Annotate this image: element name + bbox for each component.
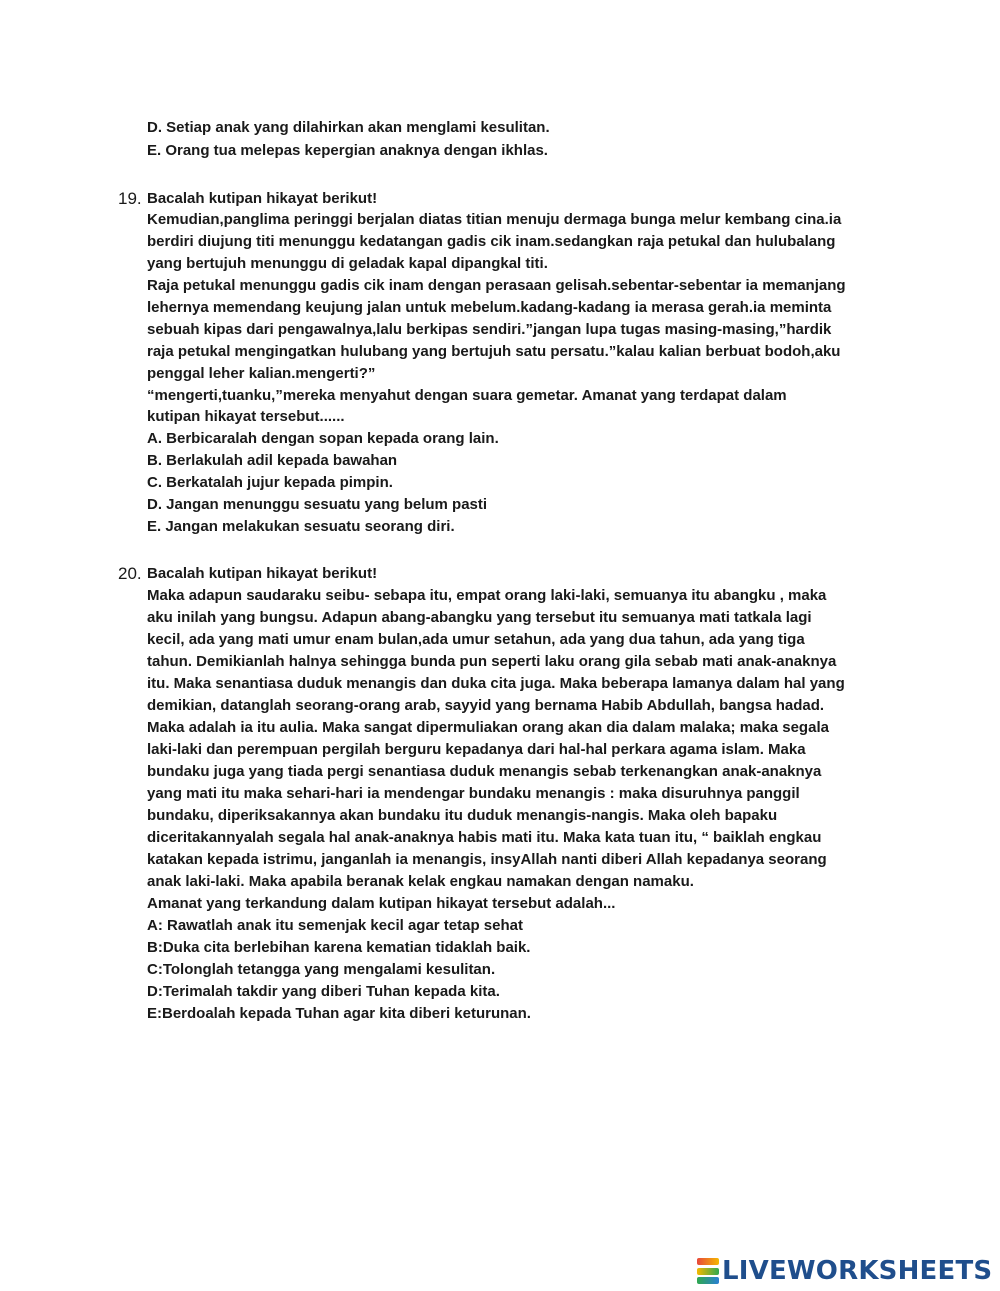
question-20-text-line: Maka adapun saudaraku seibu- sebapa itu, empat orang laki-laki, semuanya itu abangku , maka [147, 587, 827, 604]
question-19-text-line: yang bertujuh menunggu di geladak kapal dipangkal titi. [147, 255, 548, 272]
question-20-number: 20. [118, 564, 142, 583]
question-20-text-line: bundaku juga yang tiada pergi senantiasa duduk menangis sebab terkenangkan anak-anaknya [147, 763, 822, 780]
question-19-text-line: penggal leher kalian.mengerti?” [147, 365, 376, 382]
logo-icon [697, 1258, 719, 1284]
question-20-option-d: D:Terimalah takdir yang diberi Tuhan kepada kita. [147, 983, 500, 1000]
question-20-instruction: Bacalah kutipan hikayat berikut! [147, 565, 378, 582]
question-20-text-line: Maka adalah ia itu aulia. Maka sangat dipermuliakan orang akan dia dalam malaka; maka segala [147, 719, 829, 736]
question-19-text-line: sebuah kipas dari pengawalnya,lalu berkipas sendiri.”jangan lupa tugas masing-masing,”hardik [147, 321, 832, 338]
question-20-prompt: Amanat yang terkandung dalam kutipan hikayat tersebut adalah... [147, 895, 616, 912]
question-20-text-line: anak laki-laki. Maka apabila beranak kelak engkau namakan dengan namaku. [147, 873, 694, 890]
question-19-text-line: Kemudian,panglima peringgi berjalan diatas titian menuju dermaga bunga melur kembang cina.ia [147, 211, 842, 228]
question-20-text-line: aku inilah yang bungsu. Adapun abang-abangku yang tersebut itu semuanya mati tatkala lagi [147, 609, 812, 626]
liveworksheets-logo [697, 1255, 992, 1287]
question-19-text-line: “mengerti,tuanku,”mereka menyahut dengan suara gemetar. Amanat yang terdapat dalam [147, 387, 787, 404]
question-19-option-e: E. Jangan melakukan sesuatu seorang diri. [147, 518, 455, 535]
question-19-option-b: B. Berlakulah adil kepada bawahan [147, 452, 398, 469]
question-20-text-line: diceritakannyalah segala hal anak-anaknya habis mati itu. Maka kata tuan itu, “ baiklah engkau [147, 829, 822, 846]
question-19-option-d: D. Jangan menunggu sesuatu yang belum pasti [147, 496, 488, 513]
question-19-prompt: kutipan hikayat tersebut...... [147, 408, 345, 425]
question-19-instruction: Bacalah kutipan hikayat berikut! [147, 190, 378, 207]
prev-option-e: E. Orang tua melepas kepergian anaknya dengan ikhlas. [147, 142, 548, 159]
question-19-text-line: lehernya memendang keujung jalan untuk mebelum.kadang-kadang ia merasa gerah.ia meminta [147, 299, 832, 316]
question-19-text-line: berdiri diujung titi menunggu kedatangan gadis cik inam.sedangkan raja petukal dan hulubalang [147, 233, 836, 250]
question-20-text-line: kecil, ada yang mati umur enam bulan,ada umur setahun, ada yang dua tahun, ada yang tiga [147, 631, 805, 648]
question-20-text-line: demikian, datanglah seorang-orang arab, sayyid yang bernama Habib Abdullah, bangsa hadad. [147, 697, 825, 714]
question-20-text-line: yang mati itu maka sehari-hari ia mendengar bundaku menangis : maka disuruhnya panggil [147, 785, 800, 802]
question-20-option-b: B:Duka cita berlebihan karena kematian tidaklah baik. [147, 939, 531, 956]
question-19-option-c: C. Berkatalah jujur kepada pimpin. [147, 474, 393, 491]
question-19-text-line: raja petukal mengingatkan hulubang yang bertujuh satu persatu.”kalau kalian berbuat bodoh,aku [147, 343, 841, 360]
question-20-option-c: C:Tolonglah tetangga yang mengalami kesulitan. [147, 961, 496, 978]
question-20-text-line: tahun. Demikianlah halnya sehingga bunda pun seperti laku orang gila sebab mati anak-anaknya [147, 653, 837, 670]
question-20-option-e: E:Berdoalah kepada Tuhan agar kita diberi keturunan. [147, 1005, 531, 1022]
prev-option-d: D. Setiap anak yang dilahirkan akan menglami kesulitan. [147, 119, 550, 136]
brand-name: LIVEWORKSHEETS [722, 1256, 993, 1286]
question-20-text-line: laki-laki dan perempuan pergilah berguru kepadanya dari hal-hal perkara agama islam. Maka [147, 741, 806, 758]
question-20-text-line: katakan kepada istrimu, janganlah ia menangis, insyAllah nanti diberi Allah kepadanya seorang [147, 851, 827, 868]
question-20-text-line: itu. Maka senantiasa duduk menangis dan duka cita juga. Maka beberapa lamanya dalam hal yang [147, 675, 845, 692]
question-19-text-line: Raja petukal menunggu gadis cik inam dengan perasaan gelisah.sebentar-sebentar ia memanjang [147, 277, 846, 294]
question-20-option-a: A: Rawatlah anak itu semenjak kecil agar tetap sehat [147, 917, 523, 934]
question-19-number: 19. [118, 189, 142, 208]
question-20-text-line: bundaku, diperiksakannya akan bundaku itu duduk menangis-nangis. Maka oleh bapaku [147, 807, 778, 824]
question-19-option-a: A. Berbicaralah dengan sopan kepada orang lain. [147, 430, 499, 447]
